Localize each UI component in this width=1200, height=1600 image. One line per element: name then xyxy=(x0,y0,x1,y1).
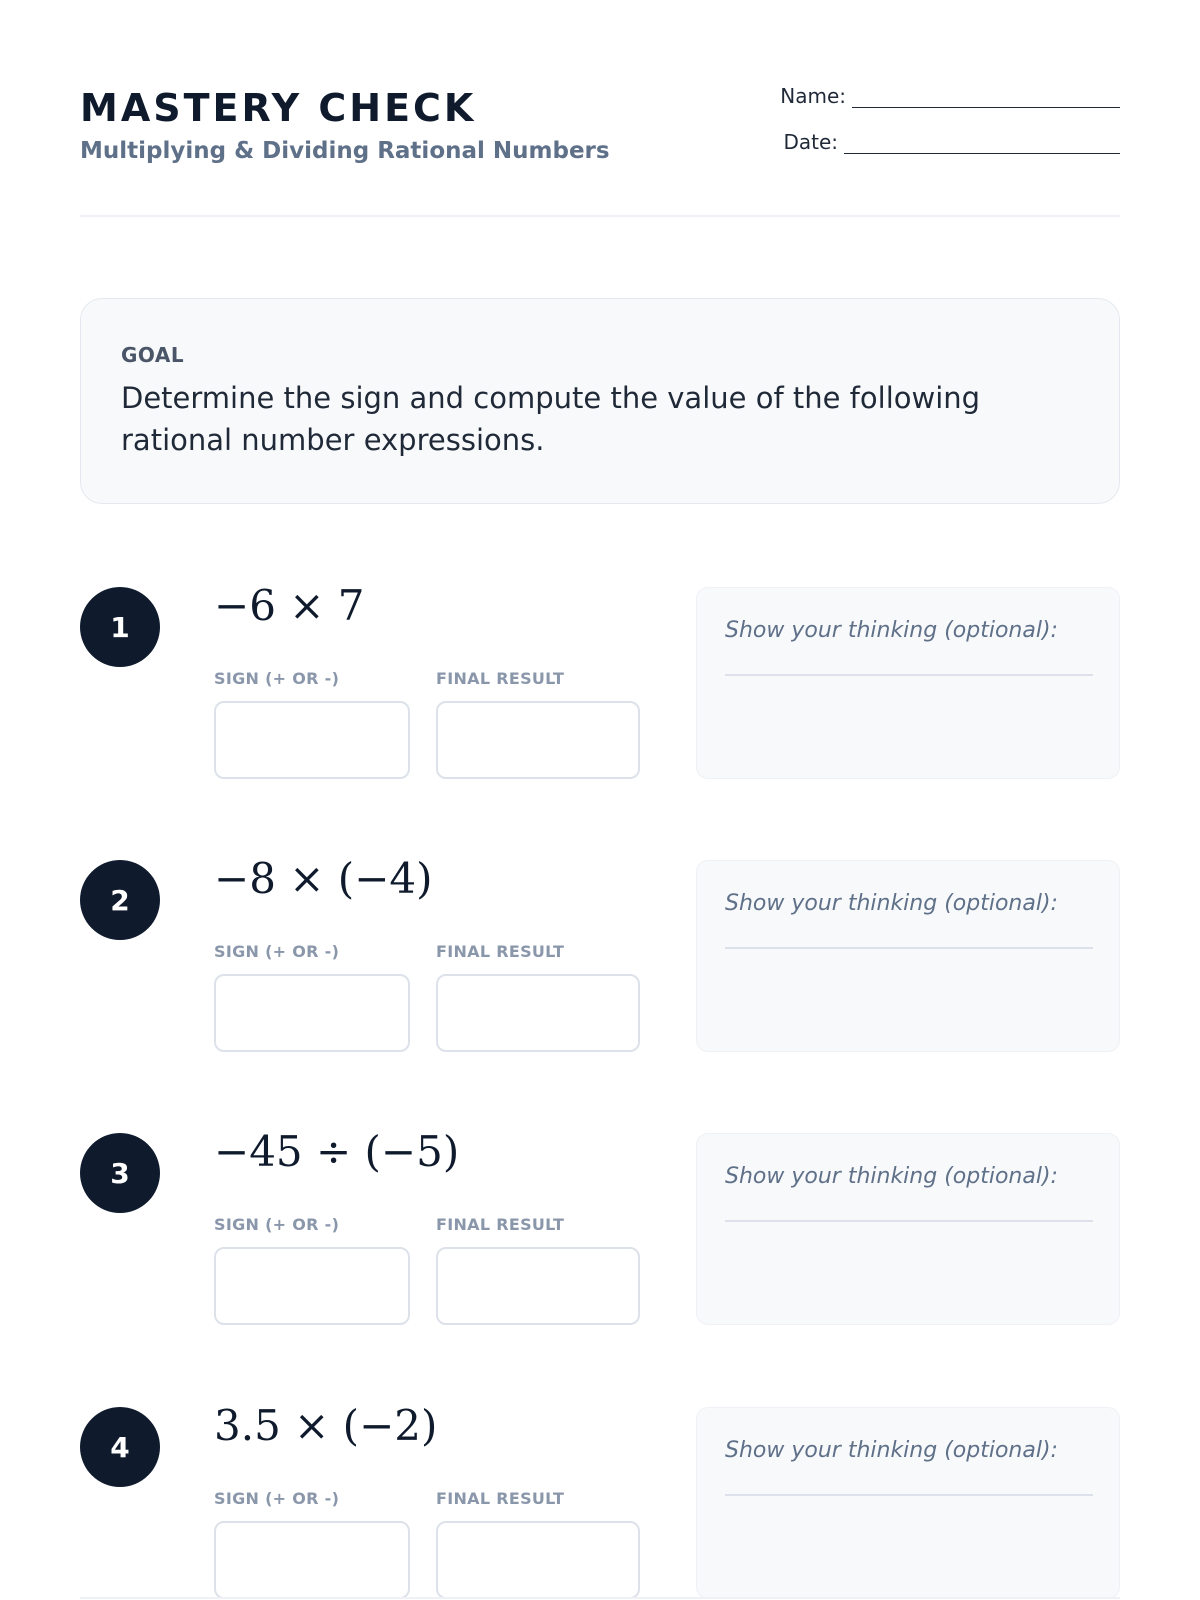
goal-box xyxy=(80,298,1120,504)
sign-label: SIGN (+ OR -) xyxy=(214,669,340,688)
final-result-label: FINAL RESULT xyxy=(436,669,565,688)
sign-answer-box[interactable] xyxy=(214,1247,410,1325)
thinking-divider xyxy=(725,1220,1093,1222)
thinking-divider xyxy=(725,947,1093,949)
thinking-divider xyxy=(725,674,1093,676)
name-label: Name: xyxy=(780,84,846,108)
thinking-label: Show your thinking (optional): xyxy=(725,618,1058,643)
page-title: MASTERY CHECK xyxy=(80,86,477,130)
thinking-divider xyxy=(725,1494,1093,1496)
problem-expression: −6 × 7 xyxy=(214,581,365,630)
name-row xyxy=(780,84,1120,108)
thinking-label: Show your thinking (optional): xyxy=(725,1164,1058,1189)
name-field-line[interactable] xyxy=(852,86,1120,108)
goal-text: Determine the sign and compute the value of the following rational number expressions. xyxy=(121,381,981,457)
problem-number-badge: 1 xyxy=(80,587,160,667)
problem-expression: −45 ÷ (−5) xyxy=(214,1127,460,1176)
final-result-answer-box[interactable] xyxy=(436,974,640,1052)
header-divider xyxy=(80,215,1120,217)
sign-label: SIGN (+ OR -) xyxy=(214,1215,340,1234)
date-label: Date: xyxy=(783,130,838,154)
sign-answer-box[interactable] xyxy=(214,701,410,779)
thinking-label: Show your thinking (optional): xyxy=(725,1438,1058,1463)
thinking-box[interactable] xyxy=(696,1133,1120,1325)
goal-label: GOAL xyxy=(121,343,185,367)
problem-4 xyxy=(80,1401,1120,1600)
problem-number-badge: 3 xyxy=(80,1133,160,1213)
final-result-label: FINAL RESULT xyxy=(436,1215,565,1234)
final-result-answer-box[interactable] xyxy=(436,1521,640,1599)
problem-number-badge: 2 xyxy=(80,860,160,940)
final-result-answer-box[interactable] xyxy=(436,1247,640,1325)
final-result-label: FINAL RESULT xyxy=(436,942,565,961)
problem-expression: −8 × (−4) xyxy=(214,854,433,903)
sign-label: SIGN (+ OR -) xyxy=(214,1489,340,1508)
date-row xyxy=(783,130,1120,154)
sign-label: SIGN (+ OR -) xyxy=(214,942,340,961)
sign-answer-box[interactable] xyxy=(214,974,410,1052)
problem-expression: 3.5 × (−2) xyxy=(214,1401,438,1450)
problem-3 xyxy=(80,1127,1120,1328)
sign-answer-box[interactable] xyxy=(214,1521,410,1599)
page-subtitle: Multiplying & Dividing Rational Numbers xyxy=(80,138,610,164)
problem-number-badge: 4 xyxy=(80,1407,160,1487)
thinking-box[interactable] xyxy=(696,587,1120,779)
thinking-box[interactable] xyxy=(696,860,1120,1052)
footer-divider xyxy=(80,1597,1120,1599)
final-result-label: FINAL RESULT xyxy=(436,1489,565,1508)
thinking-box[interactable] xyxy=(696,1407,1120,1599)
thinking-label: Show your thinking (optional): xyxy=(725,891,1058,916)
date-field-line[interactable] xyxy=(844,132,1120,154)
problem-1 xyxy=(80,581,1120,782)
problem-2 xyxy=(80,854,1120,1055)
worksheet-header xyxy=(80,80,1120,170)
final-result-answer-box[interactable] xyxy=(436,701,640,779)
